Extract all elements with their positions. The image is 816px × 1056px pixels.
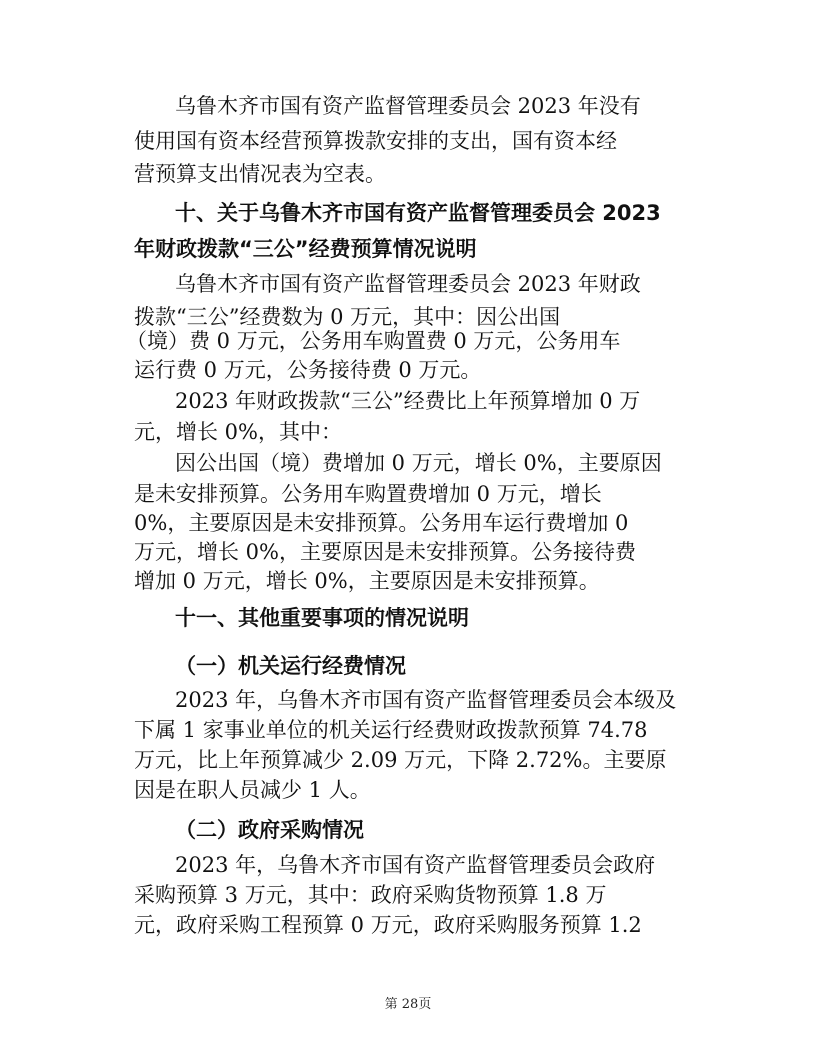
heading-line: 十、关于乌鲁木齐市国有资产监督管理委员会 2023 [175,201,661,225]
text-line: 乌鲁木齐市国有资产监督管理委员会 2023 年财政 [175,272,641,296]
text-line: 0%，主要原因是未安排预算。公务用车运行费增加 0 [134,511,629,535]
text-line: 是未安排预算。公务用车购置费增加 0 万元，增长 [134,482,602,506]
section-11-title: 十一、其他重要事项的情况说明 [175,606,469,630]
subsection-2-title: （二）政府采购情况 [175,818,364,842]
heading-line: 年财政拨款“三公”经费预算情况说明 [134,237,477,261]
text-line: 乌鲁木齐市国有资产监督管理委员会 2023 年没有 [175,94,641,118]
text-line: 使用国有资本经营预算拨款安排的支出，国有资本经 [134,129,617,153]
text-line: 采购预算 3 万元，其中：政府采购货物预算 1.8 万 [134,883,607,907]
text-line: 因是在职人员减少 1 人。 [134,778,371,802]
text-line: 拨款“三公”经费数为 0 万元，其中：因公出国 [134,305,561,329]
text-line: 元，政府采购工程预算 0 万元，政府采购服务预算 1.2 [134,913,642,937]
text-line: 因公出国（境）费增加 0 万元，增长 0%，主要原因 [175,451,662,475]
subsection-1-title: （一）机关运行经费情况 [175,654,406,678]
text-line: 2023 年财政拨款“三公”经费比上年预算增加 0 万 [175,389,641,413]
text-line: 下属 1 家事业单位的机关运行经费财政拨款预算 74.78 [134,718,648,742]
text-line: 元，增长 0%，其中： [134,420,342,444]
text-line: （境）费 0 万元，公务用车购置费 0 万元，公务用车 [126,329,621,353]
text-line: 万元，增长 0%，主要原因是未安排预算。公务接待费 [134,540,636,564]
text-line: 2023 年，乌鲁木齐市国有资产监督管理委员会本级及 [175,688,677,712]
text-line: 增加 0 万元，增长 0%，主要原因是未安排预算。 [134,569,600,593]
text-line: 2023 年，乌鲁木齐市国有资产监督管理委员会政府 [175,853,656,877]
page-number: 第 28页 [384,997,432,1012]
text-line: 营预算支出情况表为空表。 [134,162,386,186]
text-line: 运行费 0 万元，公务接待费 0 万元。 [134,358,482,382]
text-line: 万元，比上年预算减少 2.09 万元，下降 2.72%。主要原 [134,748,667,772]
